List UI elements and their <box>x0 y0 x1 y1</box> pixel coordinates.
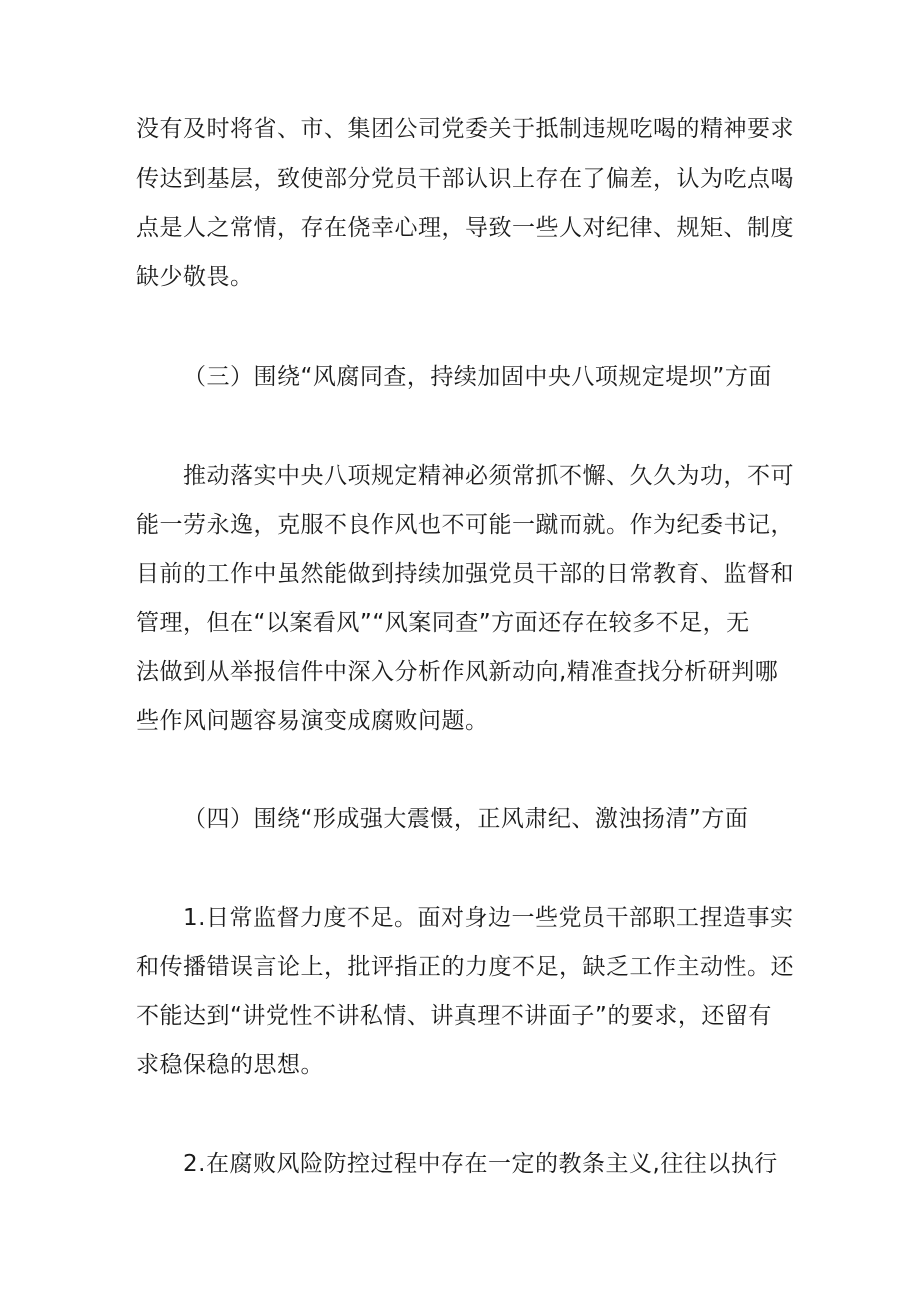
section-heading-3: （三）围绕“风腐同查，持续加固中央八项规定堤坝”方面 <box>183 364 772 390</box>
para2-line-3: 目前的工作中虽然能做到持续加强党员干部的日常教育、监督和 <box>136 561 794 587</box>
para3-line-1: 1.日常监督力度不足。面对身边一些党员干部职工捏造事实 <box>183 905 794 931</box>
para4-line-1: 2.在腐败风险防控过程中存在一定的教条主义,往往以执行 <box>183 1151 778 1177</box>
para2-line-2: 能一劳永逸，克服不良作风也不可能一蹴而就。作为纪委书记， <box>136 512 794 538</box>
para2-line-4: 管理，但在“以案看风”“风案同查”方面还存在较多不足，无 <box>136 610 750 636</box>
section-heading-4: （四）围绕“形成强大震慑，正风肃纪、激浊扬清”方面 <box>183 806 749 832</box>
para3-line-2: 和传播错误言论上，批评指正的力度不足，缺乏工作主动性。还 <box>136 954 794 980</box>
para2-line-1: 推动落实中央八项规定精神必须常抓不懈、久久为功，不可 <box>183 463 794 489</box>
para2-line-6: 些作风问题容易演变成腐败问题。 <box>136 708 489 734</box>
para1-line-2: 传达到基层，致使部分党员干部认识上存在了偏差，认为吃点喝 <box>136 166 794 192</box>
para2-line-5: 法做到从举报信件中深入分析作风新动向,精准查找分析研判哪 <box>136 659 779 685</box>
para3-line-3: 不能达到“讲党性不讲私情、讲真理不讲面子”的要求，还留有 <box>136 1003 772 1029</box>
para3-line-4: 求稳保稳的思想。 <box>136 1052 324 1078</box>
para1-line-4: 缺少敬畏。 <box>136 264 254 290</box>
para1-line-1: 没有及时将省、市、集团公司党委关于抵制违规吃喝的精神要求 <box>136 116 794 142</box>
para1-line-3: 点是人之常情，存在侥幸心理，导致一些人对纪律、规矩、制度 <box>136 215 794 241</box>
